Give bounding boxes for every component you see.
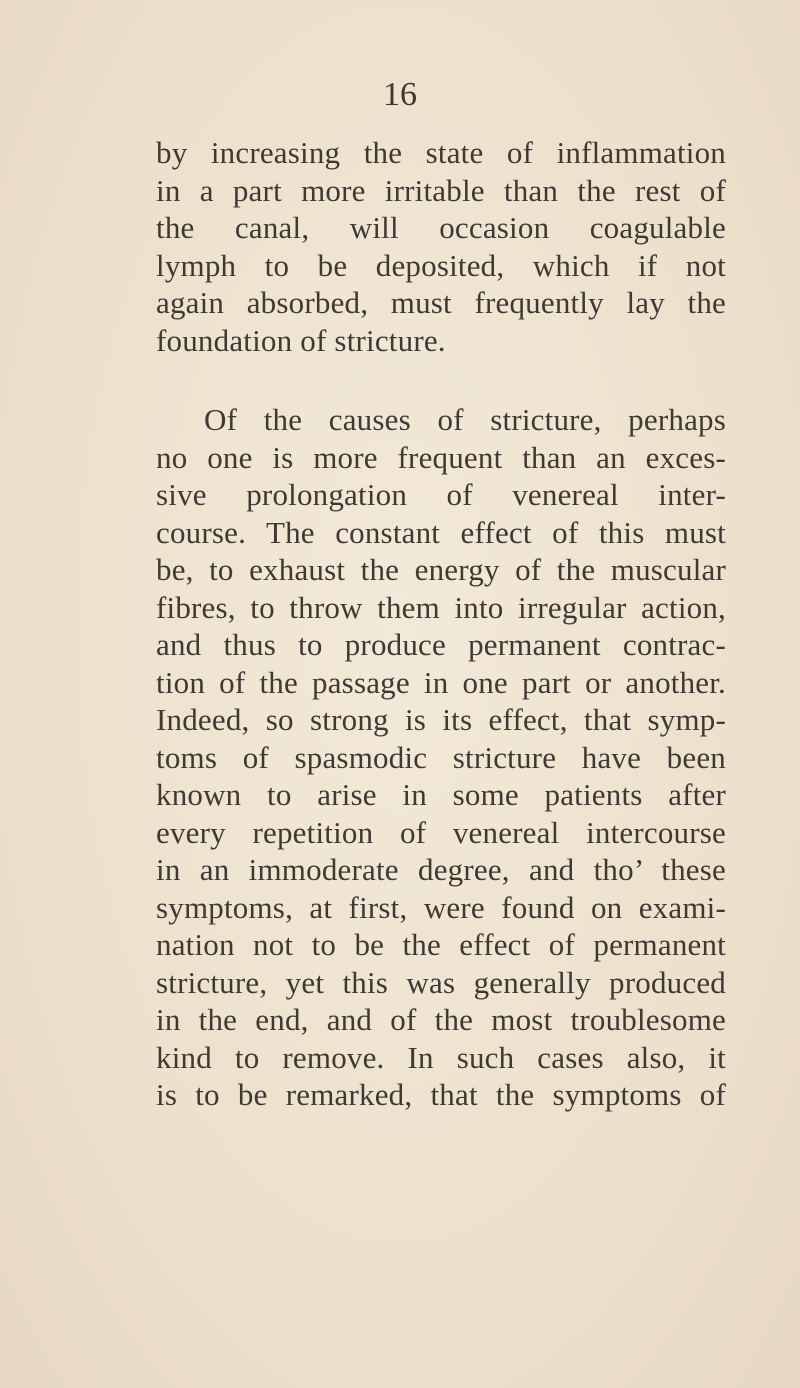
text-line: known to arise in some patients after <box>156 777 726 812</box>
text-line: again absorbed, must frequently lay the <box>156 285 726 320</box>
text-line: every repetition of venereal intercourse <box>156 814 726 850</box>
text-line: the canal, will occasion coagulable <box>156 210 726 245</box>
text-line: in a part more irritable than the rest of <box>156 172 726 208</box>
text-line: lymph to be deposited, which if not <box>156 247 726 283</box>
paragraph-1 <box>156 134 726 359</box>
text-line: toms of spasmodic stricture have been <box>156 739 726 775</box>
text-line: fibres, to throw them into irregular action, <box>156 589 726 625</box>
text-line: foundation of stricture. <box>156 322 446 358</box>
text-line: no one is more frequent than an exces- <box>156 439 726 475</box>
text-line: in the end, and of the most troublesome <box>156 1002 726 1037</box>
text-line: in an immoderate degree, and tho’ these <box>156 852 726 887</box>
text-line: course. The constant effect of this must <box>156 514 726 550</box>
text-line: by increasing the state of inflammation <box>156 135 726 170</box>
text-line: is to be remarked, that the symptoms of <box>156 1077 726 1112</box>
text-line: and thus to produce permanent contrac- <box>156 627 726 662</box>
body-text <box>156 134 726 1114</box>
text-line: symptoms, at first, were found on exami- <box>156 889 726 925</box>
text-line: be, to exhaust the energy of the muscular <box>156 552 726 587</box>
text-line: kind to remove. In such cases also, it <box>156 1039 726 1075</box>
text-line: sive prolongation of venereal inter- <box>156 477 726 512</box>
page-number: 16 <box>383 76 417 113</box>
text-line: tion of the passage in one part or another. <box>156 664 726 700</box>
paragraph-2 <box>156 401 726 1114</box>
text-line: nation not to be the effect of permanent <box>156 927 726 962</box>
text-line: stricture, yet this was generally produced <box>156 964 726 1000</box>
text-line: Indeed, so strong is its effect, that symp- <box>156 702 726 737</box>
text-line: Of the causes of stricture, perhaps <box>204 402 726 437</box>
